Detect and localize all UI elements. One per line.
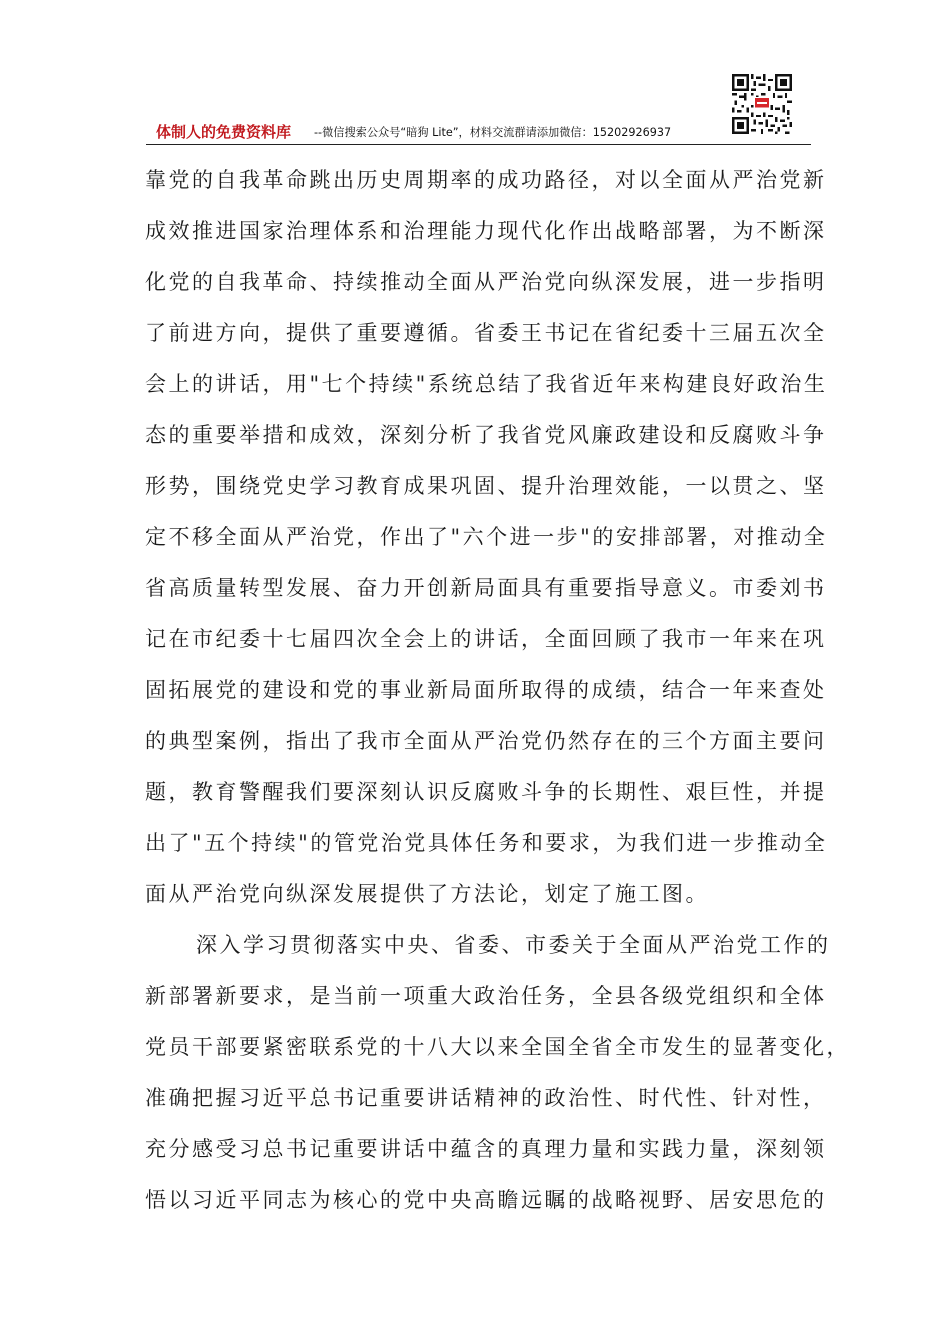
- text-line: 化党的自我革命、持续推动全面从严治党向纵深发展，进一步指明: [145, 270, 827, 294]
- text-line: 了前进方向，提供了重要遵循。省委王书记在省纪委十三届五次全: [145, 321, 827, 345]
- text-line: 成效推进国家治理体系和治理能力现代化作出战略部署，为不断深: [145, 219, 827, 243]
- text-line: 面从严治党向纵深发展提供了方法论，划定了施工图。: [145, 882, 709, 906]
- text-line: 态的重要举措和成效，深刻分析了我省党风廉政建设和反腐败斗争: [145, 423, 827, 447]
- text-line: 悟以习近平同志为核心的党中央高瞻远瞩的战略视野、居安思危的: [145, 1188, 827, 1212]
- text-line: 形势，围绕党史学习教育成果巩固、提升治理效能，一以贯之、坚: [145, 474, 827, 498]
- text-line: 靠党的自我革命跳出历史周期率的成功路径，对以全面从严治党新: [145, 168, 827, 192]
- header-note: --微信搜索公众号“暗狗 Lite”，材料交流群请添加微信：15202926937: [314, 126, 672, 139]
- page-header: [146, 118, 811, 146]
- text-line: 党员干部要紧密联系党的十八大以来全国全省全市发生的显著变化，: [145, 1035, 850, 1059]
- text-line: 记在市纪委十七届四次全会上的讲话，全面回顾了我市一年来在巩: [145, 627, 827, 651]
- text-line: 的典型案例，指出了我市全面从严治党仍然存在的三个方面主要问: [145, 729, 827, 753]
- text-line: 固拓展党的建设和党的事业新局面所取得的成绩，结合一年来查处: [145, 678, 827, 702]
- text-line: 新部署新要求，是当前一项重大政治任务，全县各级党组织和全体: [145, 984, 827, 1008]
- text-line: 充分感受习总书记重要讲话中蕴含的真理力量和实践力量，深刻领: [145, 1137, 827, 1161]
- text-line: 题，教育警醒我们要深刻认识反腐败斗争的长期性、艰巨性，并提: [145, 780, 827, 804]
- body-text: [145, 160, 850, 1231]
- text-line: 省高质量转型发展、奋力开创新局面具有重要指导意义。市委刘书: [145, 576, 827, 600]
- text-line: 准确把握习近平总书记重要讲话精神的政治性、时代性、针对性，: [145, 1086, 827, 1110]
- text-line: 会上的讲话，用"七个持续"系统总结了我省近年来构建良好政治生: [145, 372, 828, 396]
- text-line: 出了"五个持续"的管党治党具体任务和要求，为我们进一步推动全: [145, 831, 828, 855]
- header-divider: [146, 144, 811, 145]
- paragraph-start-line: 深入学习贯彻落实中央、省委、市委关于全面从严治党工作的: [196, 933, 831, 957]
- header-brand: 体制人的免费资料库: [156, 123, 292, 141]
- text-line: 定不移全面从严治党，作出了"六个进一步"的安排部署，对推动全: [145, 525, 828, 549]
